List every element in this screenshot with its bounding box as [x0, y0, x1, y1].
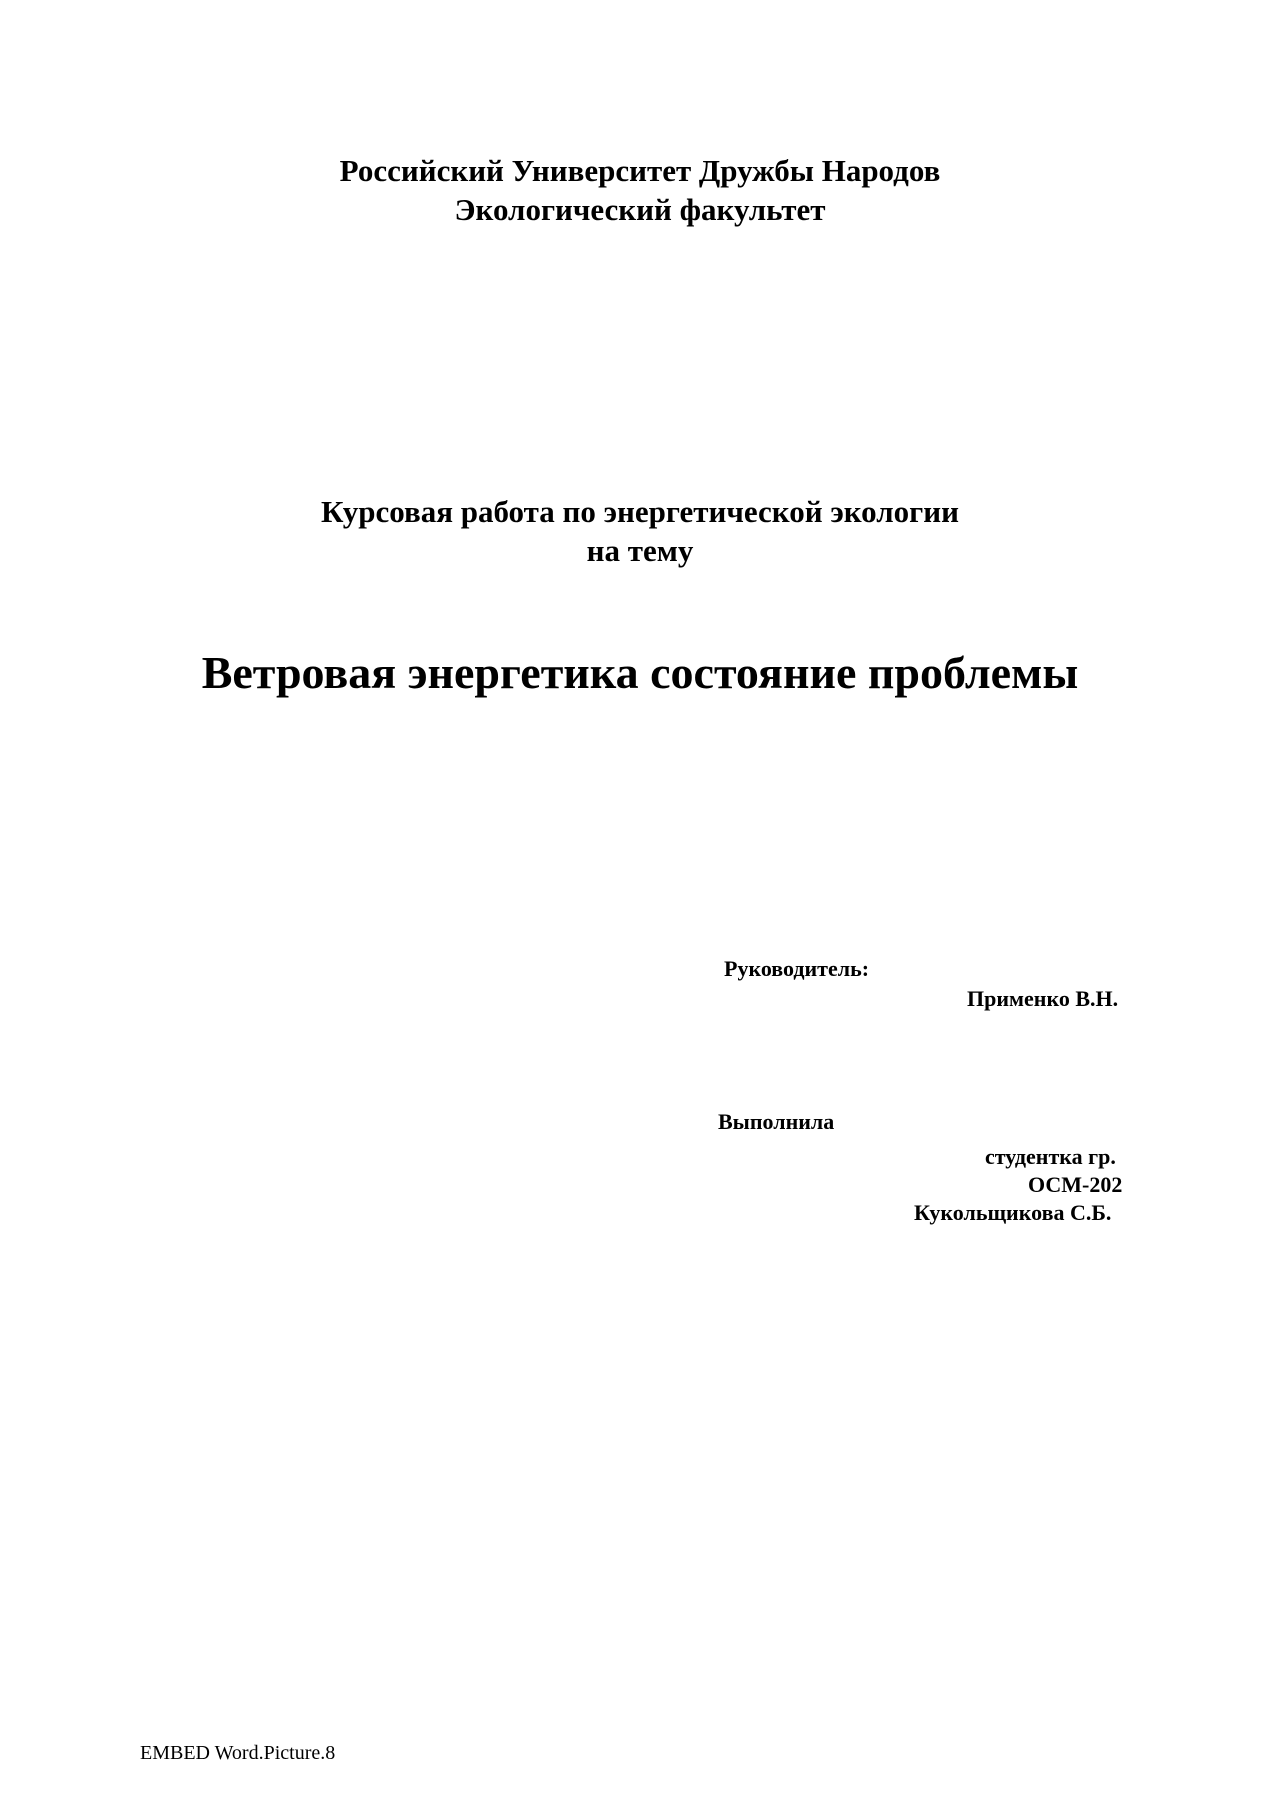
- performed-by-label: Выполнила: [718, 1109, 835, 1134]
- group-code: ОСМ-202: [1028, 1172, 1123, 1197]
- faculty-name: Экологический факультет: [454, 192, 826, 227]
- document-title: Ветровая энергетика состояние проблемы: [201, 647, 1079, 698]
- student-name: Кукольщикова С.Б.: [914, 1200, 1112, 1225]
- embed-field-text: EMBED Word.Picture.8: [140, 1742, 336, 1764]
- supervisor-name: Применко В.Н.: [967, 986, 1119, 1011]
- supervisor-label: Руководитель:: [724, 956, 870, 981]
- course-work-heading: Курсовая работа по энергетической экологии: [321, 494, 959, 529]
- student-group-label: студентка гр.: [985, 1144, 1116, 1169]
- on-topic-label: на тему: [586, 533, 694, 568]
- university-name: Российский Университет Дружбы Народов: [339, 153, 941, 188]
